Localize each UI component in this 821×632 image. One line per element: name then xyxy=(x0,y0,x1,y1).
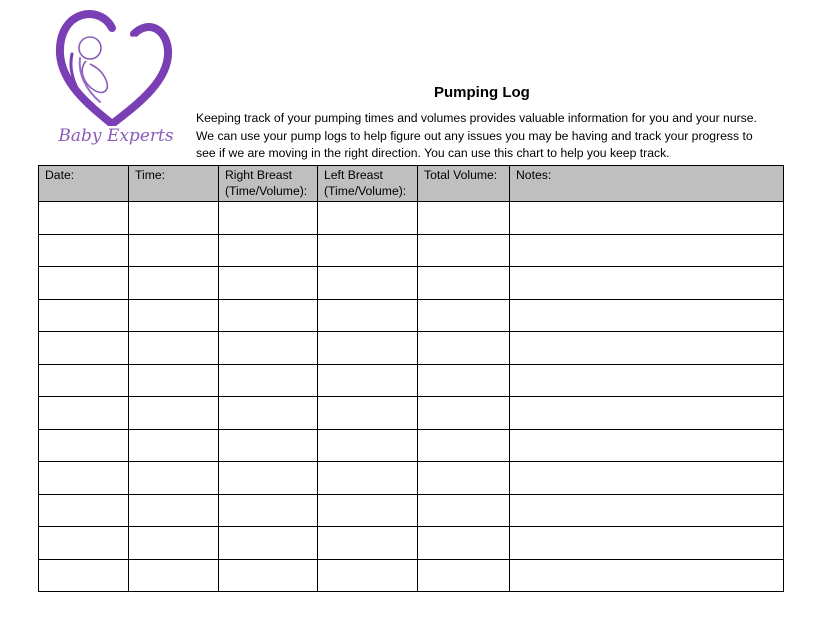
cell-left-breast[interactable] xyxy=(318,332,418,365)
cell-date[interactable] xyxy=(39,397,129,430)
cell-date[interactable] xyxy=(39,364,129,397)
cell-right-breast[interactable] xyxy=(219,364,318,397)
cell-time[interactable] xyxy=(129,299,219,332)
cell-total-volume[interactable] xyxy=(418,234,510,267)
table-row xyxy=(39,429,784,462)
cell-right-breast[interactable] xyxy=(219,202,318,235)
cell-notes[interactable] xyxy=(510,527,784,560)
cell-date[interactable] xyxy=(39,559,129,592)
cell-left-breast[interactable] xyxy=(318,364,418,397)
header-notes: Notes: xyxy=(510,166,784,202)
cell-notes[interactable] xyxy=(510,332,784,365)
cell-right-breast[interactable] xyxy=(219,267,318,300)
cell-right-breast[interactable] xyxy=(219,559,318,592)
cell-right-breast[interactable] xyxy=(219,462,318,495)
cell-time[interactable] xyxy=(129,559,219,592)
cell-date[interactable] xyxy=(39,234,129,267)
table-row xyxy=(39,234,784,267)
cell-left-breast[interactable] xyxy=(318,527,418,560)
cell-left-breast[interactable] xyxy=(318,462,418,495)
baby-experts-logo xyxy=(50,6,175,146)
table-row xyxy=(39,332,784,365)
cell-date[interactable] xyxy=(39,332,129,365)
cell-left-breast[interactable] xyxy=(318,267,418,300)
cell-notes[interactable] xyxy=(510,559,784,592)
cell-right-breast[interactable] xyxy=(219,429,318,462)
cell-right-breast[interactable] xyxy=(219,527,318,560)
cell-total-volume[interactable] xyxy=(418,364,510,397)
page-title: Pumping Log xyxy=(434,84,530,101)
cell-time[interactable] xyxy=(129,397,219,430)
cell-total-volume[interactable] xyxy=(418,299,510,332)
cell-left-breast[interactable] xyxy=(318,397,418,430)
cell-right-breast[interactable] xyxy=(219,494,318,527)
pumping-log-table xyxy=(38,165,784,592)
cell-total-volume[interactable] xyxy=(418,332,510,365)
header-date: Date: xyxy=(39,166,129,202)
logo-text: Baby Experts xyxy=(58,126,174,146)
cell-notes[interactable] xyxy=(510,267,784,300)
cell-total-volume[interactable] xyxy=(418,429,510,462)
table-row xyxy=(39,364,784,397)
cell-total-volume[interactable] xyxy=(418,397,510,430)
cell-total-volume[interactable] xyxy=(418,559,510,592)
cell-date[interactable] xyxy=(39,527,129,560)
cell-time[interactable] xyxy=(129,527,219,560)
cell-left-breast[interactable] xyxy=(318,559,418,592)
cell-left-breast[interactable] xyxy=(318,234,418,267)
cell-notes[interactable] xyxy=(510,299,784,332)
cell-right-breast[interactable] xyxy=(219,397,318,430)
header-row xyxy=(39,166,784,202)
cell-notes[interactable] xyxy=(510,462,784,495)
cell-date[interactable] xyxy=(39,202,129,235)
cell-date[interactable] xyxy=(39,429,129,462)
cell-right-breast[interactable] xyxy=(219,332,318,365)
cell-date[interactable] xyxy=(39,494,129,527)
table-row xyxy=(39,267,784,300)
cell-date[interactable] xyxy=(39,462,129,495)
cell-time[interactable] xyxy=(129,234,219,267)
cell-notes[interactable] xyxy=(510,494,784,527)
table-row xyxy=(39,527,784,560)
cell-total-volume[interactable] xyxy=(418,267,510,300)
table-row xyxy=(39,299,784,332)
header-left-breast: Left Breast (Time/Volume): xyxy=(318,166,418,202)
cell-notes[interactable] xyxy=(510,397,784,430)
cell-total-volume[interactable] xyxy=(418,202,510,235)
header-right-breast: Right Breast (Time/Volume): xyxy=(219,166,318,202)
cell-notes[interactable] xyxy=(510,429,784,462)
cell-right-breast[interactable] xyxy=(219,234,318,267)
cell-time[interactable] xyxy=(129,462,219,495)
cell-time[interactable] xyxy=(129,202,219,235)
table-row xyxy=(39,202,784,235)
table-row xyxy=(39,494,784,527)
table-row xyxy=(39,397,784,430)
cell-notes[interactable] xyxy=(510,234,784,267)
intro-paragraph: Keeping track of your pumping times and volumes provides valuable information for you and your nurse. We can use your pump logs to help figure out any issues you may be having and track your progress to see if we are moving in the right direction. You can use this chart to help you keep track. xyxy=(196,111,757,160)
cell-time[interactable] xyxy=(129,429,219,462)
table-row xyxy=(39,559,784,592)
cell-date[interactable] xyxy=(39,299,129,332)
cell-time[interactable] xyxy=(129,494,219,527)
cell-date[interactable] xyxy=(39,267,129,300)
header-time: Time: xyxy=(129,166,219,202)
cell-left-breast[interactable] xyxy=(318,299,418,332)
cell-time[interactable] xyxy=(129,267,219,300)
cell-total-volume[interactable] xyxy=(418,527,510,560)
table-row xyxy=(39,462,784,495)
heart-baby-icon xyxy=(50,6,175,126)
cell-notes[interactable] xyxy=(510,202,784,235)
header-total-volume: Total Volume: xyxy=(418,166,510,202)
cell-total-volume[interactable] xyxy=(418,494,510,527)
cell-notes[interactable] xyxy=(510,364,784,397)
cell-left-breast[interactable] xyxy=(318,202,418,235)
log-body xyxy=(39,202,784,592)
cell-total-volume[interactable] xyxy=(418,462,510,495)
cell-left-breast[interactable] xyxy=(318,494,418,527)
cell-left-breast[interactable] xyxy=(318,429,418,462)
cell-time[interactable] xyxy=(129,332,219,365)
cell-time[interactable] xyxy=(129,364,219,397)
cell-right-breast[interactable] xyxy=(219,299,318,332)
